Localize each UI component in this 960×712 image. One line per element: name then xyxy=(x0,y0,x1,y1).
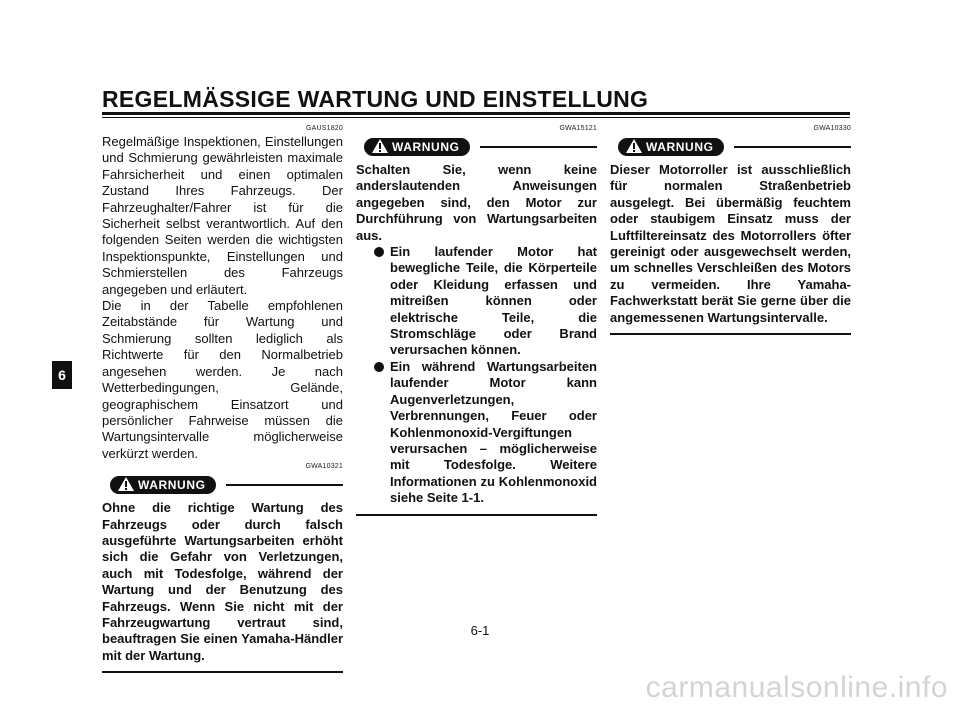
warning-badge xyxy=(618,138,724,156)
warning-label: WARNUNG xyxy=(646,140,714,154)
warning-label: WARNUNG xyxy=(138,478,206,493)
warning-code: GWA10321 xyxy=(305,463,343,471)
warning-bullet-list xyxy=(356,244,597,507)
intro-paragraph: Regelmäßige Inspektionen, Einstellungen und Schmierung gewährleisten maximale Fahrsicherheit und einen optimalen Zustand Ihres Fahrzeugs. Der Fahrzeughalter/Fahrer ist für die Sicherheit selbst verantwortlich. Auf den folgenden Seiten werden die wichtigsten Inspektionspunkte, Einstellungen und Schmierstellen des Fahrzeugs angegeben und erläutert. xyxy=(102,134,343,297)
chapter-tab: 6 xyxy=(52,361,72,389)
warning-header xyxy=(610,136,851,160)
column-3 xyxy=(610,124,851,335)
warning-line xyxy=(480,146,597,148)
title-rule-thin xyxy=(102,117,850,118)
warning-code: GWA10330 xyxy=(813,125,851,132)
page-number: 6-1 xyxy=(470,623,490,638)
warning-text: Ohne die richtige Wartung des Fahrzeugs oder durch falsch ausgeführte Wartungsarbeiten erhöht sich die Gefahr von Verletzungen, auch mit Todesfolge, während der Wartung und der Benutzung des Fahrzeugs. Wenn Sie nicht mit der Fahrzeugwartung vertraut sind, beauftragen Sie einen Yamaha-Händler mit der Wartung. xyxy=(102,500,343,663)
warning-text: Dieser Motorroller ist ausschließlich für normalen Straßenbetrieb ausgelegt. Bei übermäßig feuchtem oder staubigem Einsatz muss der Luftfiltereinsatz des Motorrollers öfter gereinigt oder ausgewechselt werden, um schnelles Verschleißen des Motors zu vermeiden. Ihre Yamaha-Fachwerkstatt berät Sie gerne über die angemessenen Wartungsintervalle. xyxy=(610,162,851,325)
interval-paragraph: Die in der Tabelle empfohlenen Zeitabstände für Wartung und Schmierung sollten lediglich als Richtwerte für den Normalbetrieb angesehen werden. Je nach Wetterbedingungen, Gelände, geographischem Einsatzort und persönlicher Fahrweise müssen die Wartungsintervalle möglicherweise verkürzt werden. xyxy=(102,298,343,461)
page-title: REGELMÄSSIGE WARTUNG UND EINSTELLUNG xyxy=(102,86,649,112)
column-1 xyxy=(102,124,343,673)
bullet-icon xyxy=(374,247,384,257)
bullet-text: Ein laufender Motor hat bewegliche Teile, die Körperteile oder Kleidung erfassen und mitreißen können oder elektrische Teile, die Stromschläge oder Brand verursachen können. xyxy=(390,244,597,358)
section-code: GAUS1820 xyxy=(305,125,343,132)
warning-label: WARNUNG xyxy=(392,140,460,154)
warning-badge xyxy=(364,138,470,156)
bullet-icon xyxy=(374,362,384,372)
warning-badge xyxy=(110,476,216,494)
warning-end-rule xyxy=(610,333,851,335)
list-item xyxy=(374,244,597,359)
warning-intro: Schalten Sie, wenn keine anderslautenden Anweisungen angegeben sind, den Motor zur Durchführung von Wartungsarbeiten aus. xyxy=(356,162,597,243)
warning-code: GWA15121 xyxy=(559,125,597,132)
warning-end-rule xyxy=(356,514,597,516)
column-2 xyxy=(356,124,597,516)
warning-header xyxy=(102,474,343,498)
warning-end-rule xyxy=(102,671,343,673)
warning-line xyxy=(226,484,343,486)
bullet-text: Ein während Wartungsarbeiten laufender Motor kann Augenverletzungen, Verbrennungen, Feuer oder Kohlenmonoxid-Vergiftungen verursachen – möglicherweise mit Todesfolge. Weitere Informationen zu Kohlenmonoxid siehe Seite 1-1. xyxy=(390,358,597,506)
warning-line xyxy=(734,146,851,148)
title-rule-thick xyxy=(102,112,850,115)
warning-header xyxy=(356,136,597,160)
watermark: carmanualsonline.info xyxy=(645,671,948,704)
list-item xyxy=(374,359,597,507)
